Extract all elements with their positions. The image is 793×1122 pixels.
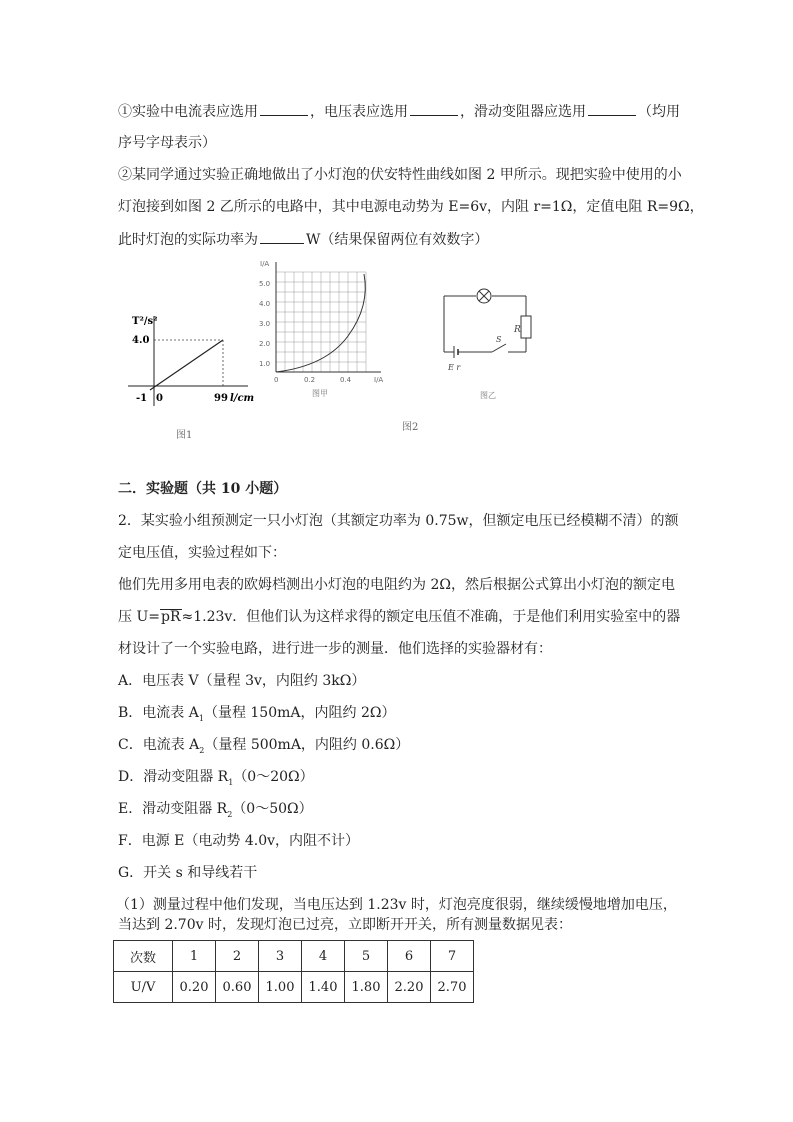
y-tick-label: 1.0	[259, 360, 271, 368]
paragraph-line-formula	[118, 607, 680, 627]
x-tick-label: 0.4	[340, 376, 352, 384]
answer-blank-voltmeter[interactable]	[410, 101, 458, 116]
table-cell: 6	[388, 941, 431, 972]
text: 压 U=	[118, 609, 160, 625]
text: （量程 500mA，内阻约 0.6Ω）	[204, 737, 410, 753]
y-tick-label: 5.0	[259, 280, 271, 288]
graph-line	[150, 340, 223, 390]
q1-line-2: 序号字母表示）	[118, 135, 216, 151]
text: ①实验中电流表应选用	[118, 104, 258, 120]
answer-blank-ammeter[interactable]	[260, 101, 308, 116]
text: D．滑动变阻器 R	[118, 769, 229, 785]
equipment-item-b	[118, 703, 395, 729]
figure-2-graph	[256, 256, 396, 400]
y-tick-label: 2.0	[259, 340, 271, 348]
y-axis-label: I/A	[260, 260, 270, 268]
figure-2-caption: 图2	[402, 422, 419, 433]
resistor-label: R	[514, 325, 521, 335]
table-cell: 1.80	[345, 972, 388, 1003]
table-cell: 5	[345, 941, 388, 972]
answer-blank-power[interactable]	[260, 229, 304, 244]
subscript: 2	[199, 745, 205, 755]
y-value-label: 4.0	[132, 335, 150, 346]
text: ，电压表应选用	[310, 104, 408, 120]
equipment-item-c	[118, 735, 409, 761]
paragraph-line: 定电压值，实验过程如下：	[118, 545, 286, 561]
table-cell: 2.70	[431, 972, 474, 1003]
resistor-icon	[521, 316, 531, 338]
y-tick-label: 4.0	[259, 300, 271, 308]
text: （均用	[638, 104, 680, 120]
figure-2-left-caption: 图甲	[312, 389, 328, 398]
equipment-item-a: A．电压表 V（量程 3v，内阻约 3kΩ）	[118, 673, 366, 689]
equipment-item-e	[118, 799, 313, 825]
y-tick-label: 3.0	[259, 320, 271, 328]
table-cell: 2.20	[388, 972, 431, 1003]
y-axis-label: T²/s²	[132, 316, 158, 327]
text: ，滑动变阻器应选用	[460, 104, 586, 120]
q1-line-3: ②某同学通过实验正确地做出了小灯泡的伏安特性曲线如图 2 甲所示。现把实验中使用的小	[118, 167, 682, 183]
x-axis-label: l/cm	[230, 393, 255, 404]
text: C．电流表 A	[118, 737, 200, 753]
table-cell: 1	[173, 941, 216, 972]
table-header-cell: U/V	[114, 972, 173, 1003]
battery-label: E r	[448, 363, 461, 372]
figure-2-circuit	[430, 284, 540, 400]
paragraph-line: 当达到 2.70v 时，发现灯泡已过亮，立即断开开关，所有测量数据见表：	[118, 917, 572, 933]
table-row	[114, 941, 474, 972]
x-tick-label: 0	[274, 376, 279, 384]
text: （量程 150mA，内阻约 2Ω）	[203, 705, 396, 721]
text: ≈1.23v．但他们认为这样求得的额定电压值不准确，于是他们利用实验室中的器	[181, 609, 681, 625]
table-cell: 0.20	[173, 972, 216, 1003]
x-tick-label: 0.2	[304, 376, 316, 384]
equipment-item-f: F．电源 E（电动势 4.0v，内阻不计）	[118, 833, 360, 849]
x-zero-label: 0	[156, 393, 163, 404]
switch-label: S	[496, 335, 502, 344]
table-cell: 0.60	[216, 972, 259, 1003]
paragraph-line: 2．某实验小组预测定一只小灯泡（其额定功率为 0.75w，但额定电压已经模糊不清）的额	[118, 513, 679, 529]
x-left-label: -1	[136, 393, 148, 404]
text: E．滑动变阻器 R	[118, 801, 228, 817]
equipment-item-g: G．开关 s 和导线若干	[118, 865, 258, 881]
text: 此时灯泡的实际功率为	[118, 232, 258, 248]
iv-curve	[276, 274, 365, 372]
table-cell: 3	[259, 941, 302, 972]
figure-2-right-caption: 图乙	[480, 391, 496, 400]
table-cell: 1.00	[259, 972, 302, 1003]
q1-line-1	[118, 101, 680, 122]
paragraph-line: 材设计了一个实验电路，进行进一步的测量．他们选择的实验器材有：	[118, 641, 552, 657]
subscript: 2	[227, 809, 233, 819]
answer-blank-rheostat[interactable]	[588, 101, 636, 116]
subscript: 1	[198, 713, 204, 723]
figure-1-graph	[118, 310, 258, 410]
sqrt-expression: pR	[160, 609, 181, 625]
figure-1-caption: 图1	[176, 430, 193, 441]
x-right-label: 99	[214, 393, 228, 404]
measurement-table	[113, 940, 474, 1003]
table-cell: 1.40	[302, 972, 345, 1003]
table-cell: 2	[216, 941, 259, 972]
q1-line-5	[118, 229, 488, 250]
text: B．电流表 A	[118, 705, 199, 721]
text: （0～20Ω）	[233, 769, 314, 785]
text: （0～50Ω）	[232, 801, 313, 817]
table-cell: 7	[431, 941, 474, 972]
x-axis-label: I/A	[374, 376, 384, 384]
section-heading: 二．实验题（共 10 小题）	[118, 481, 288, 497]
table-row	[114, 972, 474, 1003]
subscript: 1	[228, 777, 234, 787]
equipment-item-d	[118, 767, 314, 793]
switch-icon	[492, 344, 506, 352]
table-cell: 4	[302, 941, 345, 972]
paragraph-line: （1）测量过程中他们发现，当电压达到 1.23v 时，灯泡亮度很弱，继续缓慢地增加电压，	[116, 897, 677, 913]
graph-grid	[276, 272, 366, 372]
text: W（结果保留两位有效数字）	[306, 232, 489, 248]
paragraph-line: 他们先用多用电表的欧姆档测出小灯泡的电阻约为 2Ω，然后根据公式算出小灯泡的额定电	[118, 577, 675, 593]
table-header-cell: 次数	[114, 941, 173, 972]
q1-line-4: 灯泡接到如图 2 乙所示的电路中，其中电源电动势为 E=6v，内阻 r=1Ω，定值电阻 R=9Ω，	[118, 199, 704, 215]
